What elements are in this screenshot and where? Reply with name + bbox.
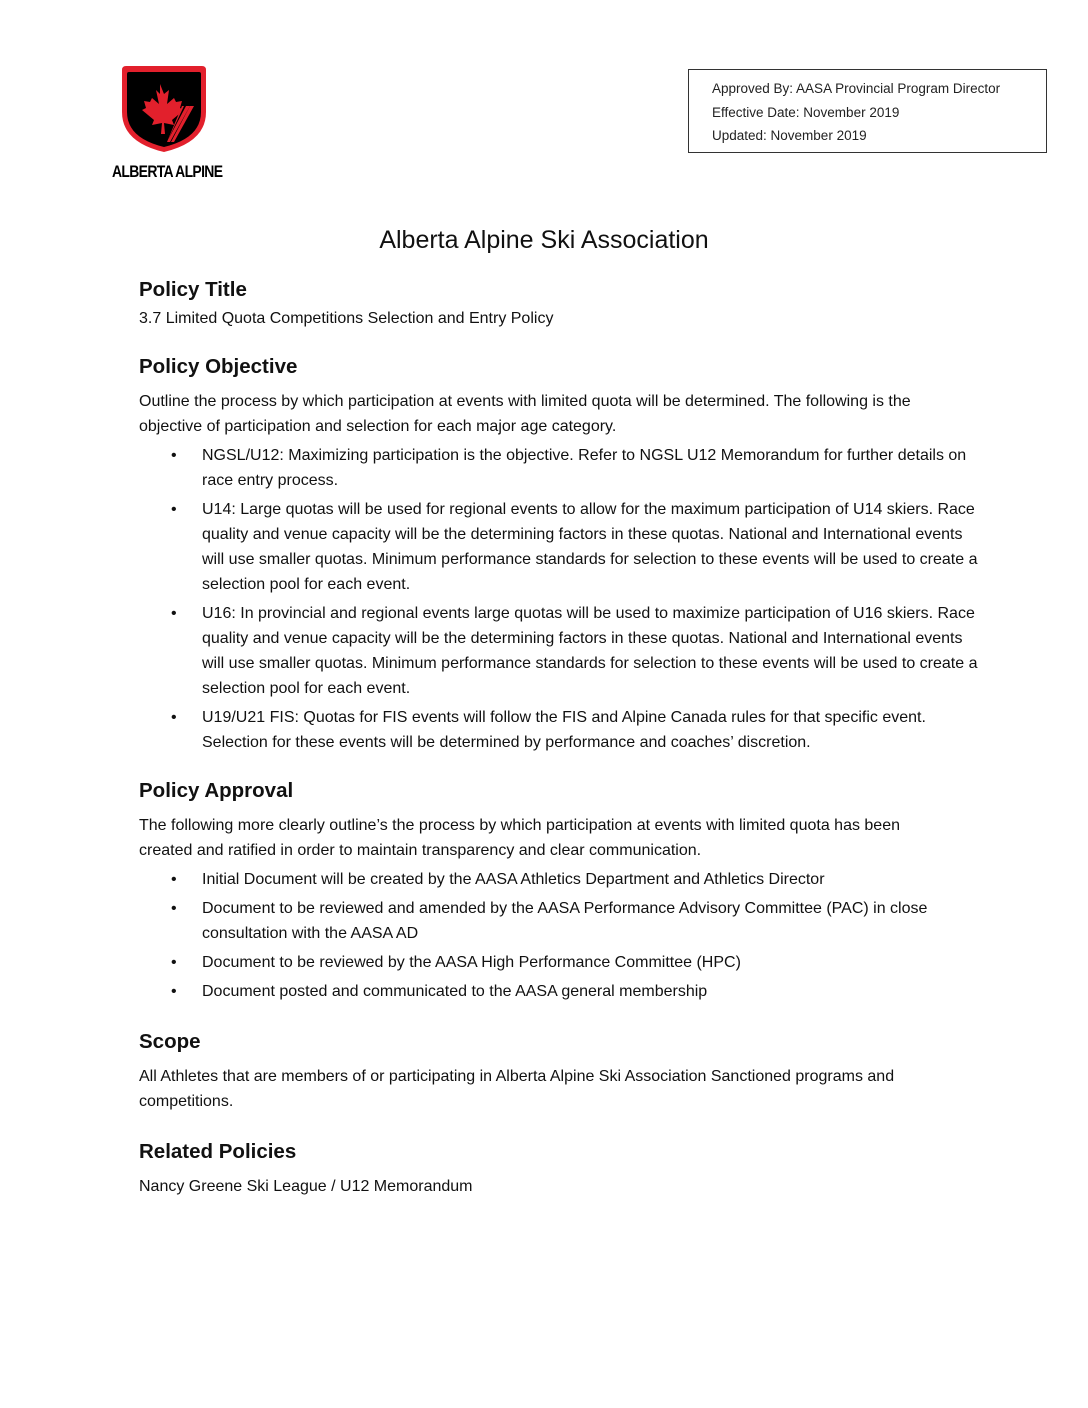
policy-objective-heading: Policy Objective (139, 355, 298, 378)
logo-wordmark: ALBERTA ALPINE (112, 162, 223, 181)
bullet-icon: • (171, 983, 177, 1000)
effective-date: Effective Date: November 2019 (712, 104, 900, 120)
approved-by: Approved By: AASA Provincial Program Director (712, 81, 1001, 96)
updated-date: Updated: November 2019 (712, 128, 867, 143)
scope-text: All Athletes that are members of or participating in Alberta Alpine Ski Association Sanctioned programs and competitions. (139, 1068, 895, 1110)
alberta-alpine-logo (112, 62, 223, 182)
list-item: • Document to be reviewed by the AASA High Performance Committee (HPC) (139, 950, 979, 975)
policy-approval-text: The following more clearly outline’s the process by which participation at events with limited quota has been created and ratified in order to maintain transparency and clear communication. (139, 817, 900, 859)
bullet-icon: • (171, 871, 177, 888)
bullet-icon: • (171, 709, 177, 726)
scope-heading: Scope (139, 1030, 201, 1053)
organization-title (0, 226, 1088, 255)
list-item: • Initial Document will be created by the AASA Athletics Department and Athletics Director (139, 867, 979, 892)
list-item: • U19/U21 FIS: Quotas for FIS events will follow the FIS and Alpine Canada rules for that specific event. Selection for these events will be determined by performance and coaches’ discretion. (139, 705, 979, 755)
approval-bullet-list (139, 867, 979, 1004)
policy-title-text: 3.7 Limited Quota Competitions Selection and Entry Policy (139, 310, 554, 327)
list-item: • U16: In provincial and regional events large quotas will be used to maximize participation of U16 skiers. Race quality and venue capacity will be the determining factors in these quotas. National and International events will use smaller quotas. Minimum performance standards for selection to these events will be used to create a selection pool for each event. (139, 601, 979, 701)
list-item: • NGSL/U12: Maximizing participation is the objective. Refer to NGSL U12 Memorandum for further details on race entry process. (139, 443, 979, 493)
bullet-icon: • (171, 954, 177, 971)
approval-info-box (688, 69, 1047, 153)
list-item: • U14: Large quotas will be used for regional events to allow for the maximum participation of U14 skiers. Race quality and venue capacity will be the determining factors in these quotas. National and International events will use smaller quotas. Minimum performance standards for selection to these events will be used to create a selection pool for each event. (139, 497, 979, 597)
policy-approval-heading: Policy Approval (139, 779, 294, 802)
bullet-icon: • (171, 900, 177, 917)
related-policies-text: Nancy Greene Ski League / U12 Memorandum (139, 1178, 473, 1195)
policy-objective-text: Outline the process by which participation at events with limited quota will be determined. The following is the objective of participation and selection for each major age category. (139, 393, 911, 435)
list-item: • Document posted and communicated to the AASA general membership (139, 979, 979, 1004)
organization-title-text: Alberta Alpine Ski Association (379, 226, 709, 254)
policy-title-heading: Policy Title (139, 278, 247, 301)
shield-maple-leaf-icon (120, 62, 208, 154)
policy-content (139, 276, 979, 1199)
bullet-icon: • (171, 447, 177, 464)
bullet-icon: • (171, 605, 177, 622)
related-policies-heading: Related Policies (139, 1140, 297, 1163)
list-item: • Document to be reviewed and amended by the AASA Performance Advisory Committee (PAC) in close consultation with the AASA AD (139, 896, 979, 946)
objective-bullet-list (139, 443, 979, 755)
bullet-icon: • (171, 501, 177, 518)
